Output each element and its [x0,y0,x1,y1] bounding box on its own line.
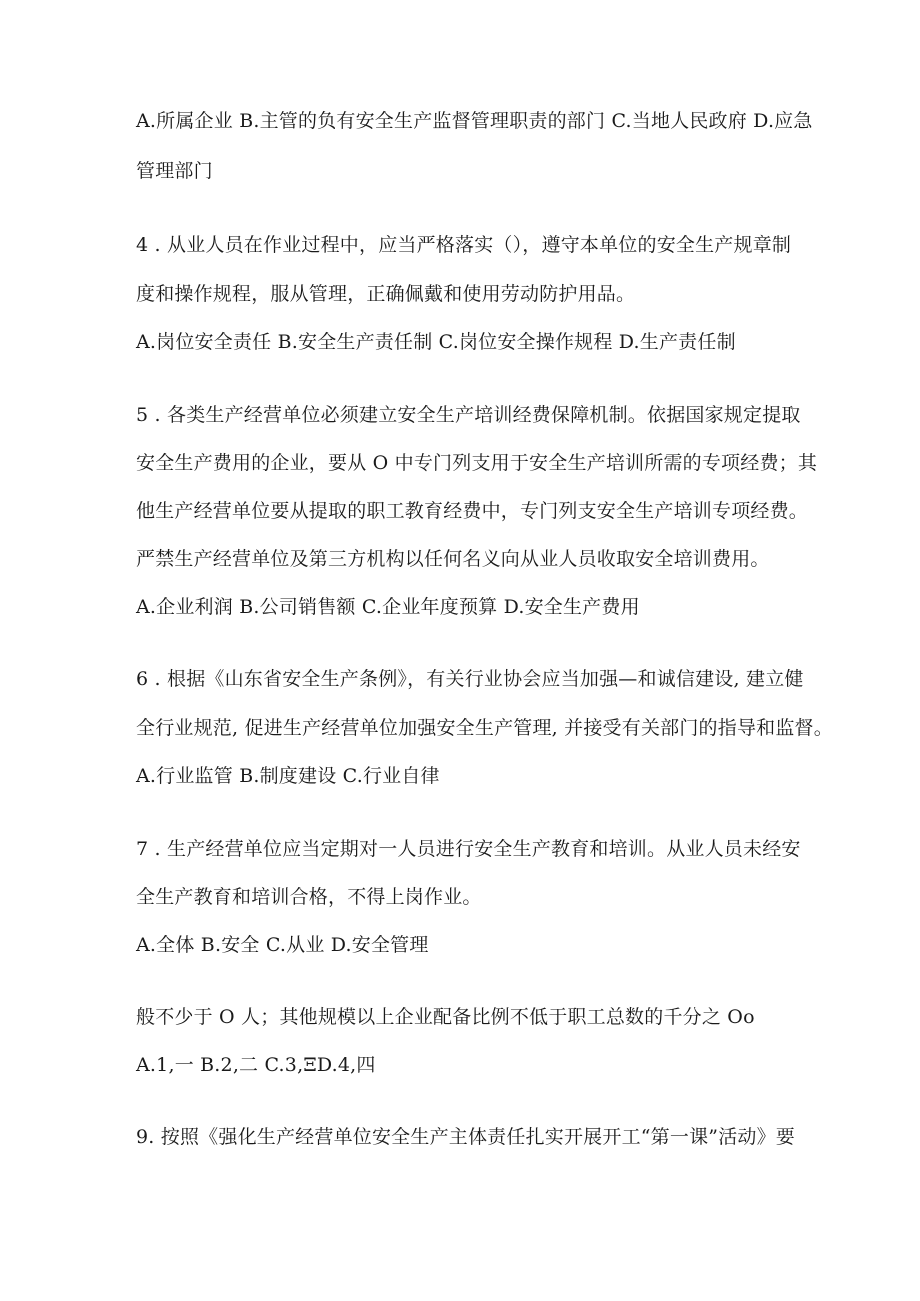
q6-options: A.行业监管 B.制度建设 C.行业自律 [136,765,440,787]
q6-question-line-1: 6 . 根据《山东省安全生产条例》，有关行业协会应当加强—和诚信建设, 建立健 [136,668,804,690]
q9-question-line-1: 9. 按照《强化生产经营单位安全生产主体责任扎实开展开工“第一课”活动》要 [136,1126,795,1148]
q5-question-line-3: 他生产经营单位要从提取的职工教育经费中，专门列支安全生产培训专项经费。 [136,500,809,522]
q4-options: A.岗位安全责任 B.安全生产责任制 C.岗位安全操作规程 D.生产责任制 [136,331,736,353]
q8-question-fragment: 般不少于 O 人；其他规模以上企业配备比例不低于职工总数的千分之 Oo [136,1006,755,1028]
q5-options: A.企业利润 B.公司销售额 C.企业年度预算 D.安全生产费用 [136,596,640,618]
q5-question-line-2: 安全生产费用的企业，要从 O 中专门列支用于安全生产培训所需的专项经费；其 [136,452,818,474]
q5-question-line-1: 5 . 各类生产经营单位必须建立安全生产培训经费保障机制。依据国家规定提取 [136,404,801,426]
q4-question-line-1: 4 . 从业人员在作业过程中，应当严格落实（），遵守本单位的安全生产规章制 [136,234,792,256]
q3-options-line-2: 管理部门 [136,160,213,182]
q6-question-line-2: 全行业规范, 促进生产经营单位加强安全生产管理, 并接受有关部门的指导和监督。 [136,717,833,739]
q7-question-line-2: 全生产教育和培训合格，不得上岗作业。 [136,886,482,908]
q8-options: A.1,一 B.2,二 C.3,ΞD.4,四 [136,1054,376,1076]
q7-options: A.全体 B.安全 C.从业 D.安全管理 [136,934,429,956]
q3-options-line-1: A.所属企业 B.主管的负有安全生产监督管理职责的部门 C.当地人民政府 D.应急 [136,110,813,132]
q7-question-line-1: 7 . 生产经营单位应当定期对一人员进行安全生产教育和培训。从业人员未经安 [136,838,801,860]
q4-question-line-2: 度和操作规程，服从管理，正确佩戴和使用劳动防护用品。 [136,283,636,305]
q5-question-line-4: 严禁生产经营单位及第三方机构以任何名义向从业人员收取安全培训费用。 [136,548,770,570]
